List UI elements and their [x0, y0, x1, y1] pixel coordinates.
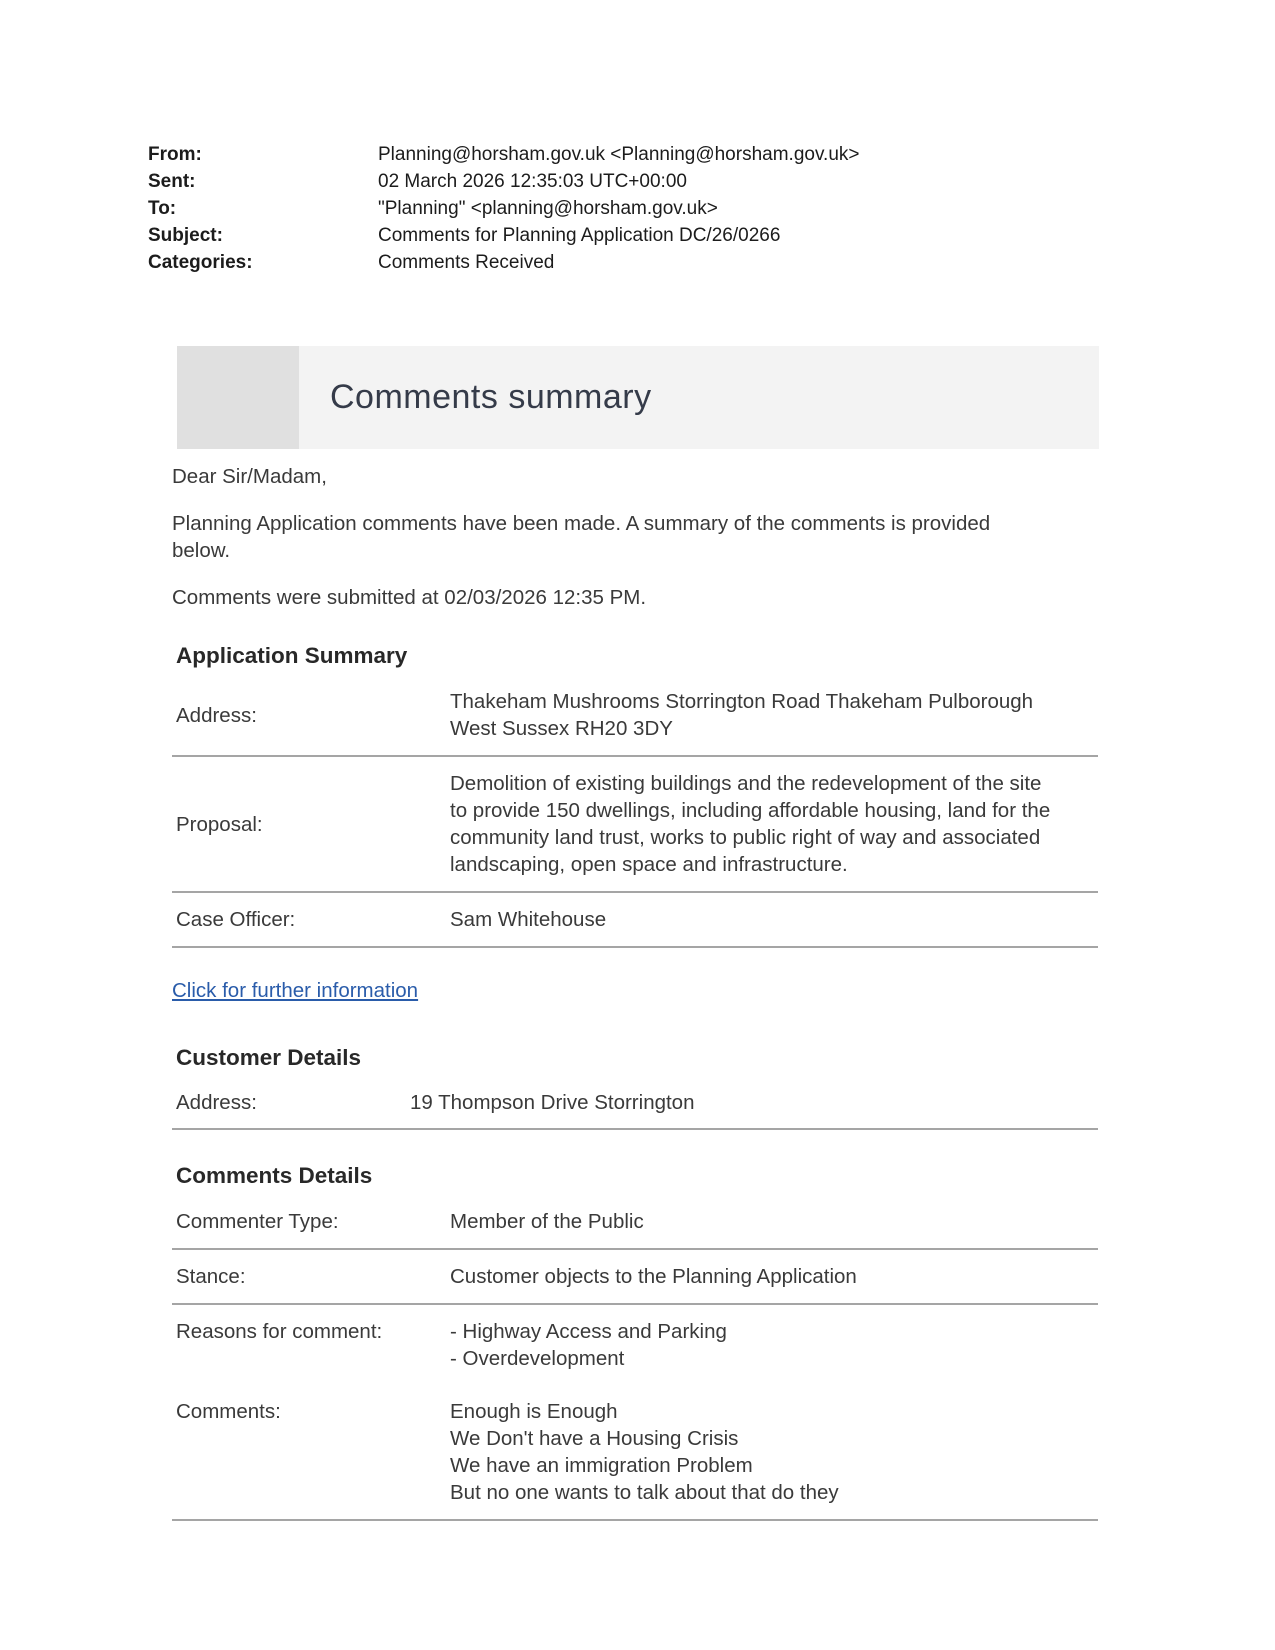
- address-value-line: Thakeham Mushrooms Storrington Road Thakeham Pulborough: [450, 690, 1034, 713]
- comments-label: Comments:: [176, 1400, 281, 1423]
- reasons-label: Reasons for comment:: [176, 1320, 383, 1343]
- customer-address-value: 19 Thompson Drive Storrington: [410, 1091, 695, 1114]
- email-to-value: "Planning" <planning@horsham.gov.uk>: [378, 198, 718, 219]
- case-officer-label: Case Officer:: [176, 908, 296, 931]
- further-information-link-row: [172, 977, 1098, 1004]
- greeting-text: Dear Sir/Madam,: [172, 465, 327, 488]
- submitted-timestamp-text: Comments were submitted at 02/03/2026 12:35 PM.: [172, 586, 647, 609]
- application-summary-heading: Application Summary: [176, 643, 408, 668]
- stance-label: Stance:: [176, 1265, 246, 1288]
- reasons-value: [450, 1318, 1098, 1372]
- email-from-label: From:: [148, 144, 202, 165]
- comments-summary-banner: [177, 346, 1099, 449]
- table-row-comments: [172, 1385, 1098, 1521]
- proposal-value-line: landscaping, open space and infrastructure.: [450, 853, 848, 876]
- banner-logo-placeholder: [177, 346, 299, 449]
- table-row-reasons: [172, 1305, 1098, 1385]
- proposal-value-line: community land trust, works to public right of way and associated: [450, 826, 1041, 849]
- proposal-value-line: to provide 150 dwellings, including affordable housing, land for the: [450, 799, 1051, 822]
- address-label: Address:: [176, 703, 257, 727]
- email-categories-value: Comments Received: [378, 252, 555, 273]
- page-title: Comments summary: [330, 378, 652, 416]
- commenter-type-value: Member of the Public: [450, 1210, 644, 1233]
- email-subject-label: Subject:: [148, 225, 223, 246]
- customer-details-table: [172, 1077, 1098, 1130]
- comment-line: We have an immigration Problem: [450, 1454, 753, 1477]
- table-row-stance: [172, 1250, 1098, 1305]
- email-body: [172, 463, 1098, 1521]
- table-row-customer-address: [172, 1077, 1098, 1130]
- table-row-commenter-type: [172, 1195, 1098, 1250]
- address-value-line: West Sussex RH20 3DY: [450, 717, 673, 740]
- table-row-case-officer: [172, 893, 1098, 948]
- proposal-value: [450, 770, 1098, 878]
- email-sent-label: Sent:: [148, 171, 196, 192]
- reason-item: - Highway Access and Parking: [450, 1320, 727, 1343]
- table-row-address: [172, 675, 1098, 757]
- comments-details-table: [172, 1195, 1098, 1521]
- reason-item: - Overdevelopment: [450, 1347, 625, 1370]
- proposal-label: Proposal:: [176, 812, 263, 836]
- comments-value: [450, 1398, 1098, 1506]
- stance-value: Customer objects to the Planning Application: [450, 1265, 857, 1288]
- email-sent-value: 02 March 2026 12:35:03 UTC+00:00: [378, 171, 687, 192]
- application-summary-table: [172, 675, 1098, 948]
- customer-details-heading: Customer Details: [176, 1045, 362, 1070]
- commenter-type-label: Commenter Type:: [176, 1210, 339, 1233]
- email-categories-label: Categories:: [148, 252, 253, 273]
- case-officer-value: Sam Whitehouse: [450, 908, 607, 931]
- customer-address-label: Address:: [176, 1091, 257, 1114]
- intro-paragraph-line: Planning Application comments have been made. A summary of the comments is provided: [172, 512, 991, 535]
- comments-details-heading: Comments Details: [176, 1163, 373, 1188]
- email-to-label: To:: [148, 198, 177, 219]
- intro-paragraph-line: below.: [172, 539, 231, 562]
- intro-paragraph: [172, 510, 1098, 564]
- email-from-value: Planning@horsham.gov.uk <Planning@horsham.gov.uk>: [378, 144, 860, 165]
- comment-line: Enough is Enough: [450, 1400, 618, 1423]
- email-meta-header: [148, 141, 860, 276]
- further-information-link[interactable]: Click for further information: [172, 979, 419, 1002]
- table-row-proposal: [172, 757, 1098, 893]
- email-subject-value: Comments for Planning Application DC/26/0266: [378, 225, 781, 246]
- address-value: [450, 688, 1098, 742]
- proposal-value-line: Demolition of existing buildings and the redevelopment of the site: [450, 772, 1042, 795]
- comment-line: We Don't have a Housing Crisis: [450, 1427, 739, 1450]
- comment-line: But no one wants to talk about that do they: [450, 1481, 839, 1504]
